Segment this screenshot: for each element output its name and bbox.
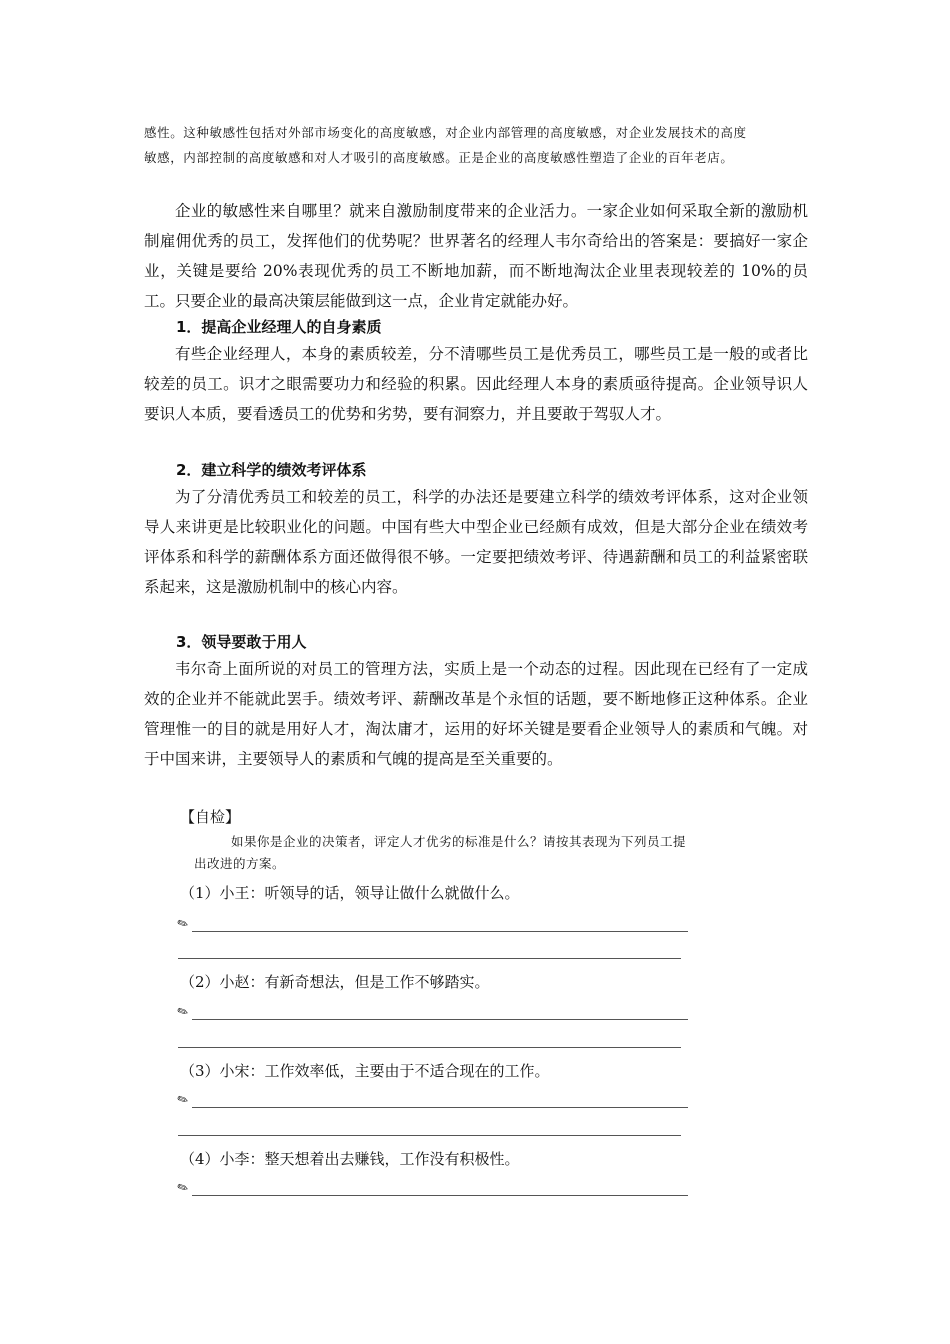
question-item: （1）小王：听领导的话，领导让做什么就做什么。 xyxy=(180,884,520,902)
question-item: （2）小赵：有新奇想法，但是工作不够踏实。 xyxy=(180,973,490,991)
section-heading: 2．建立科学的绩效考评体系 xyxy=(176,461,367,479)
section-heading: 3．领导要敢于用人 xyxy=(176,633,307,651)
pen-icon: ✎ xyxy=(175,915,192,934)
prompt-line: 出改进的方案。 xyxy=(194,856,286,871)
intro-small-text xyxy=(144,120,814,170)
answer-blank-line[interactable] xyxy=(178,1135,681,1136)
question-item: （4）小李：整天想着出去赚钱，工作没有积极性。 xyxy=(180,1150,520,1168)
answer-line[interactable] xyxy=(175,1179,688,1200)
self-check-prompt xyxy=(180,831,740,875)
pen-icon: ✎ xyxy=(175,1091,192,1110)
section-heading: 1．提高企业经理人的自身素质 xyxy=(176,318,382,336)
question-item: （3）小宋：工作效率低，主要由于不适合现在的工作。 xyxy=(180,1062,550,1080)
prompt-line: 如果你是企业的决策者，评定人才优劣的标准是什么？请按其表现为下列员工提 xyxy=(231,834,687,849)
intro-small-line: 敏感，内部控制的高度敏感和对人才吸引的高度敏感。正是企业的高度敏感性塑造了企业的百年老店。 xyxy=(144,150,734,165)
pen-icon: ✎ xyxy=(175,1179,192,1198)
section-body: 有些企业经理人，本身的素质较差，分不清哪些员工是优秀员工，哪些员工是一般的或者比较差的员工。识才之眼需要功力和经验的积累。因此经理人本身的素质亟待提高。企业领导识人要识人本质，要看透员工的优势和劣势，要有洞察力，并且要敢于驾驭人才。 xyxy=(144,345,808,423)
intro-small-line: 感性。这种敏感性包括对外部市场变化的高度敏感，对企业内部管理的高度敏感，对企业发展技术的高度 xyxy=(144,125,747,140)
answer-line[interactable] xyxy=(175,915,688,936)
section-body: 韦尔奇上面所说的对员工的管理方法，实质上是一个动态的过程。因此现在已经有了一定成效的企业并不能就此罢手。绩效考评、薪酬改革是个永恒的话题，要不断地修正这种体系。企业管理惟一的目的就是用好人才，淘汰庸才，运用的好坏关键是要看企业领导人的素质和气魄。对于中国来讲，主要领导人的素质和气魄的提高是至关重要的。 xyxy=(144,660,808,768)
answer-line[interactable] xyxy=(175,1091,688,1112)
intro-paragraph: 企业的敏感性来自哪里？就来自激励制度带来的企业活力。一家企业如何采取全新的激励机制雇佣优秀的员工，发挥他们的优势呢？世界著名的经理人韦尔奇给出的答案是：要搞好一家企业，关键是要给 20%表现优秀的员工不断地加薪，而不断地淘汰企业里表现较差的 10%的员工。只要企业的最高决策层能做到这一点，企业肯定就能办好。 xyxy=(144,202,808,310)
answer-line[interactable] xyxy=(175,1003,688,1024)
self-check-title: 【自检】 xyxy=(180,808,241,826)
pen-icon: ✎ xyxy=(175,1003,192,1022)
section-body: 为了分清优秀员工和较差的员工，科学的办法还是要建立科学的绩效考评体系，这对企业领导人来讲更是比较职业化的问题。中国有些大中型企业已经颇有成效，但是大部分企业在绩效考评体系和科学的薪酬体系方面还做得很不够。一定要把绩效考评、待遇薪酬和员工的利益紧密联系起来，这是激励机制中的核心内容。 xyxy=(144,488,808,596)
answer-blank-line[interactable] xyxy=(178,1047,681,1048)
answer-blank-line[interactable] xyxy=(178,958,681,959)
